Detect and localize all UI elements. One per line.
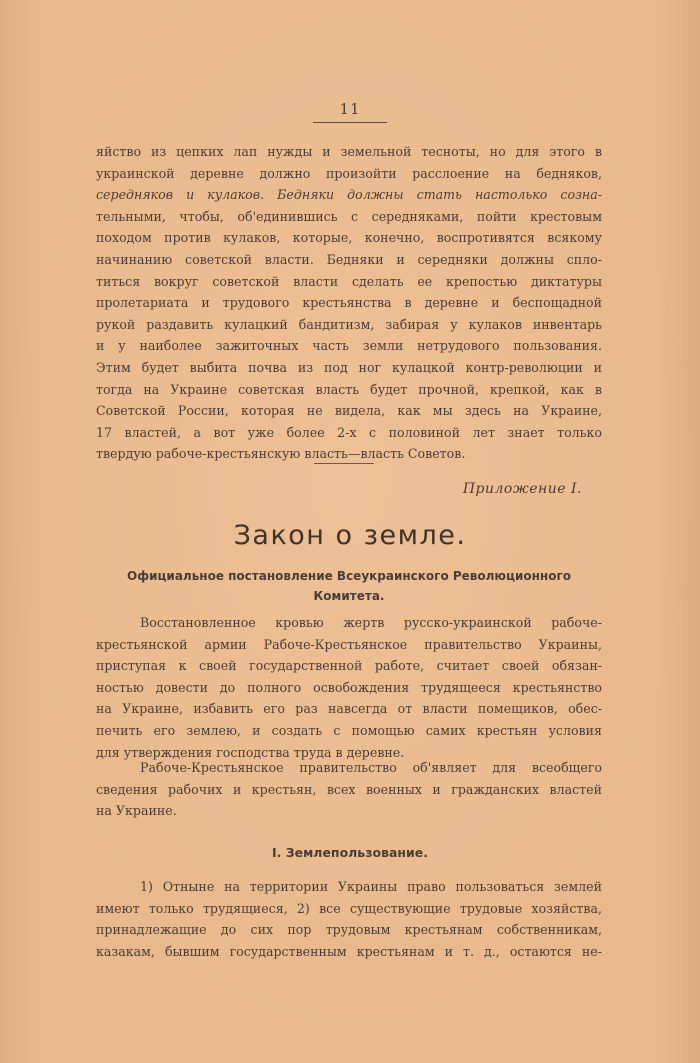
text-line: крестьянской армии Рабоче-Крестьянское правительство Украины, — [96, 636, 602, 652]
section-divider — [314, 463, 374, 464]
text-line: сведения рабочих и крестьян, всех военных и гражданских властей — [96, 781, 602, 797]
page-number: 11 — [339, 100, 361, 118]
text-line: печить его землею, и создать с помощью самих крестьян условия — [96, 722, 602, 738]
text-line: Советской России, которая не видела, как мы здесь на Украине, — [96, 403, 602, 419]
text-line: походом против кулаков, которые, конечно, воспротивятся всякому — [96, 230, 602, 246]
text-line: Восстановленное кровью жертв русско-украинской рабоче- — [140, 615, 602, 630]
text-line: ностью довести до полного освобождения трудящееся крестьянство — [96, 679, 602, 695]
text-line: твердую рабоче-крестьянскую власть—власть Советов. — [96, 446, 466, 462]
text-line: имеют только трудящиеся, 2) все существующие трудовые хозяйства, — [96, 900, 602, 916]
paragraph-2 — [96, 612, 602, 763]
law-title: Закон о земле. — [233, 520, 467, 551]
subtitle-line: Официальное постановление Всеукраинского Революционного — [127, 569, 571, 583]
text-line: 17 властей, а вот уже более 2-х с половиной лет знает только — [96, 424, 602, 440]
text-line: яйство из цепких лап нужды и земельной тесноты, но для этого в — [96, 144, 602, 159]
text-line: рукой раздавить кулацкий бандитизм, забирая у кулаков инвентарь — [96, 316, 602, 332]
text-line: середняков и кулаков. Бедняки должны стать настолько созна- — [96, 187, 602, 203]
page-number-rule — [313, 122, 387, 123]
text-line-part: украинской деревне должно произойти расслоение на бедняков, — [96, 165, 602, 181]
text-line — [96, 163, 602, 185]
text-line: тогда на Украине советская власть будет прочной, крепкой, как в — [96, 381, 602, 397]
section-heading: I. Землепользование. — [271, 845, 429, 860]
appendix-label: Приложение I. — [462, 481, 582, 497]
text-line: титься вокруг советской власти сделать ее крепостью диктатуры — [96, 273, 602, 289]
text-line: для утверждения господства труда в деревне. — [96, 744, 405, 760]
subtitle-line: Комитета. — [313, 589, 385, 603]
paragraph-1 — [96, 141, 602, 465]
text-line: начинанию советской власти. Бедняки и середняки должны спло- — [96, 251, 602, 267]
text-line: на Украине. — [96, 803, 177, 819]
text-line: Рабоче-Крестьянское правительство об'являет для всеобщего — [140, 760, 602, 775]
text-line: на Украине, избавить его раз навсегда от власти помещиков, обес- — [96, 701, 602, 717]
text-line: приступая к своей государственной работе, считает своей обязан- — [96, 658, 602, 674]
text-line: пролетариата и трудового крестьянства в деревне и беспощадной — [96, 295, 602, 311]
paragraph-4 — [96, 876, 602, 962]
law-subtitle — [96, 566, 602, 606]
text-line: тельными, чтобы, об'единившись с середняками, пойти крестовым — [96, 208, 602, 224]
text-line: казакам, бывшим государственным крестьянам и т. д., остаются не- — [96, 943, 602, 959]
text-line: и у наиболее зажиточных часть земли нетрудового пользования. — [96, 338, 602, 354]
text-line: 1) Отныне на территории Украины право пользоваться землей — [140, 879, 602, 894]
text-line: Этим будет выбита почва из под ног кулацкой контр-революции и — [96, 359, 602, 375]
text-line: принадлежащие до сих пор трудовым крестьянам собственникам, — [96, 922, 602, 938]
paragraph-3 — [96, 757, 602, 822]
